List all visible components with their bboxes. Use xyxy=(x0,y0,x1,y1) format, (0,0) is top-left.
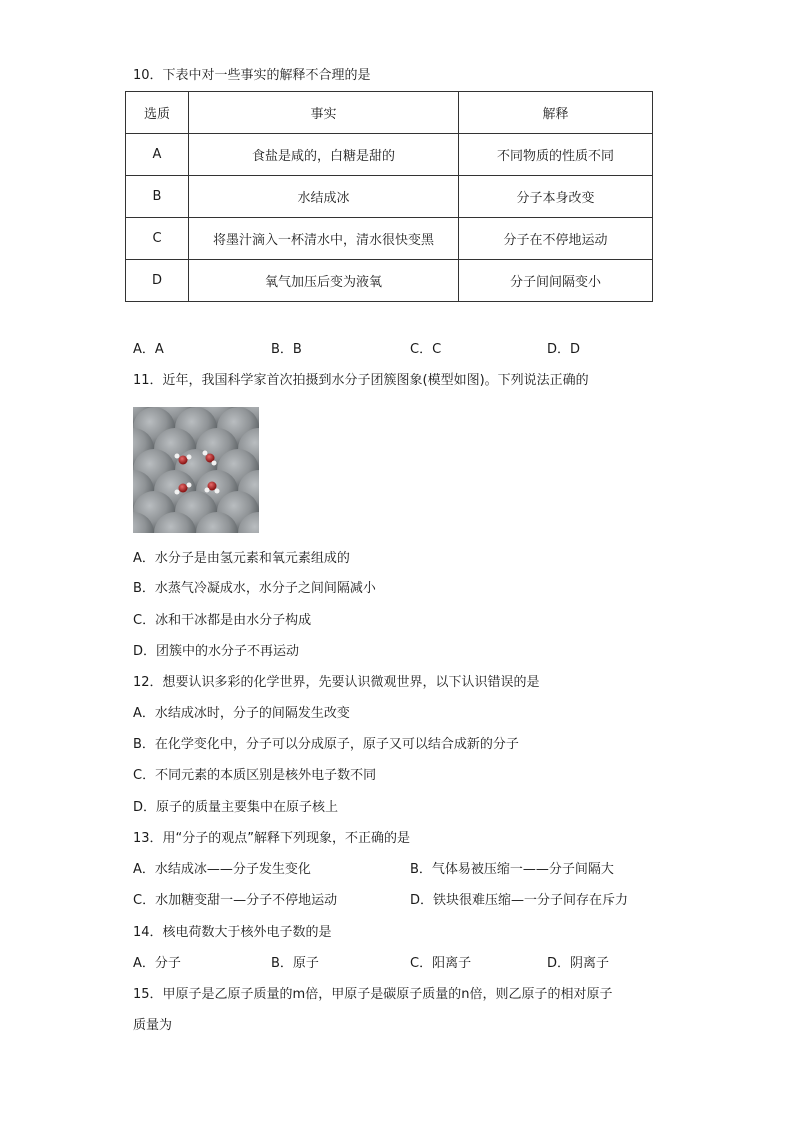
table-cell: 分子在不停地运动 xyxy=(459,218,653,260)
table-cell: 将墨汁滴入一杯清水中，清水很快变黑 xyxy=(189,218,459,260)
q12-stem: 12．想要认识多彩的化学世界，先要认识微观世界，以下认识错误的是 xyxy=(133,675,540,690)
q11-option-a[interactable]: A．水分子是由氢元素和氧元素组成的 xyxy=(133,551,350,566)
table-row xyxy=(126,176,653,218)
water-cluster-image xyxy=(133,407,259,533)
table-cell: C xyxy=(126,218,189,260)
table-row xyxy=(126,218,653,260)
q11-option-b[interactable]: B．水蒸气冷凝成水，水分子之间间隔减小 xyxy=(133,581,376,596)
q13-option-d[interactable]: D．铁块很难压缩—一分子间存在斥力 xyxy=(410,893,629,908)
q12-option-b[interactable]: B．在化学变化中，分子可以分成原子，原子又可以结合成新的分子 xyxy=(133,737,519,752)
header-fact: 事实 xyxy=(189,92,459,134)
q13-option-a[interactable]: A．水结成冰——分子发生变化 xyxy=(133,862,311,877)
q10-option-c[interactable]: C．C xyxy=(410,342,442,357)
q14-option-d[interactable]: D．阴离子 xyxy=(547,956,610,971)
table-cell: 分子间间隔变小 xyxy=(459,260,653,302)
q10-option-a[interactable]: A．A xyxy=(133,342,164,357)
q15-stem-line2: 质量为 xyxy=(133,1018,173,1033)
table-cell: 分子本身改变 xyxy=(459,176,653,218)
q11-option-c[interactable]: C．冰和干冰都是由水分子构成 xyxy=(133,613,312,628)
q13-option-b[interactable]: B．气体易被压缩一——分子间隔大 xyxy=(410,862,614,877)
table-cell: A xyxy=(126,134,189,176)
facts-table xyxy=(125,91,653,302)
substrate-atoms xyxy=(133,407,259,533)
header-explanation: 解释 xyxy=(459,92,653,134)
q12-option-c[interactable]: C．不同元素的本质区别是核外电子数不同 xyxy=(133,768,377,783)
q11-stem: 11．近年，我国科学家首次拍摄到水分子团簇图象(模型如图)。下列说法正确的 xyxy=(133,373,589,388)
table-header-row xyxy=(126,92,653,134)
q13-option-c[interactable]: C．水加糖变甜一—分子不停地运动 xyxy=(133,893,338,908)
table-cell: B xyxy=(126,176,189,218)
q14-option-c[interactable]: C．阳离子 xyxy=(410,956,472,971)
q14-option-a[interactable]: A．分子 xyxy=(133,956,181,971)
q10-stem: 10．下表中对一些事实的解释不合理的是 xyxy=(133,68,371,83)
q10-option-b[interactable]: B．B xyxy=(271,342,302,357)
q14-stem: 14．核电荷数大于核外电子数的是 xyxy=(133,925,332,940)
table-row xyxy=(126,260,653,302)
table-row xyxy=(126,134,653,176)
q12-option-a[interactable]: A．水结成冰时，分子的间隔发生改变 xyxy=(133,706,350,721)
table-cell: 水结成冰 xyxy=(189,176,459,218)
table-cell: 不同物质的性质不同 xyxy=(459,134,653,176)
q10-option-d[interactable]: D．D xyxy=(547,342,581,357)
q13-stem: 13．用“分子的观点”解释下列现象，不正确的是 xyxy=(133,831,411,846)
q15-stem-line1: 15．甲原子是乙原子质量的m倍，甲原子是碳原子质量的n倍，则乙原子的相对原子 xyxy=(133,987,613,1002)
table-cell: 食盐是咸的，白糖是甜的 xyxy=(189,134,459,176)
q12-option-d[interactable]: D．原子的质量主要集中在原子核上 xyxy=(133,800,339,815)
table-cell: 氧气加压后变为液氧 xyxy=(189,260,459,302)
header-option: 选质 xyxy=(126,92,189,134)
q14-option-b[interactable]: B．原子 xyxy=(271,956,319,971)
q11-option-d[interactable]: D．团簇中的水分子不再运动 xyxy=(133,644,300,659)
table-cell: D xyxy=(126,260,189,302)
